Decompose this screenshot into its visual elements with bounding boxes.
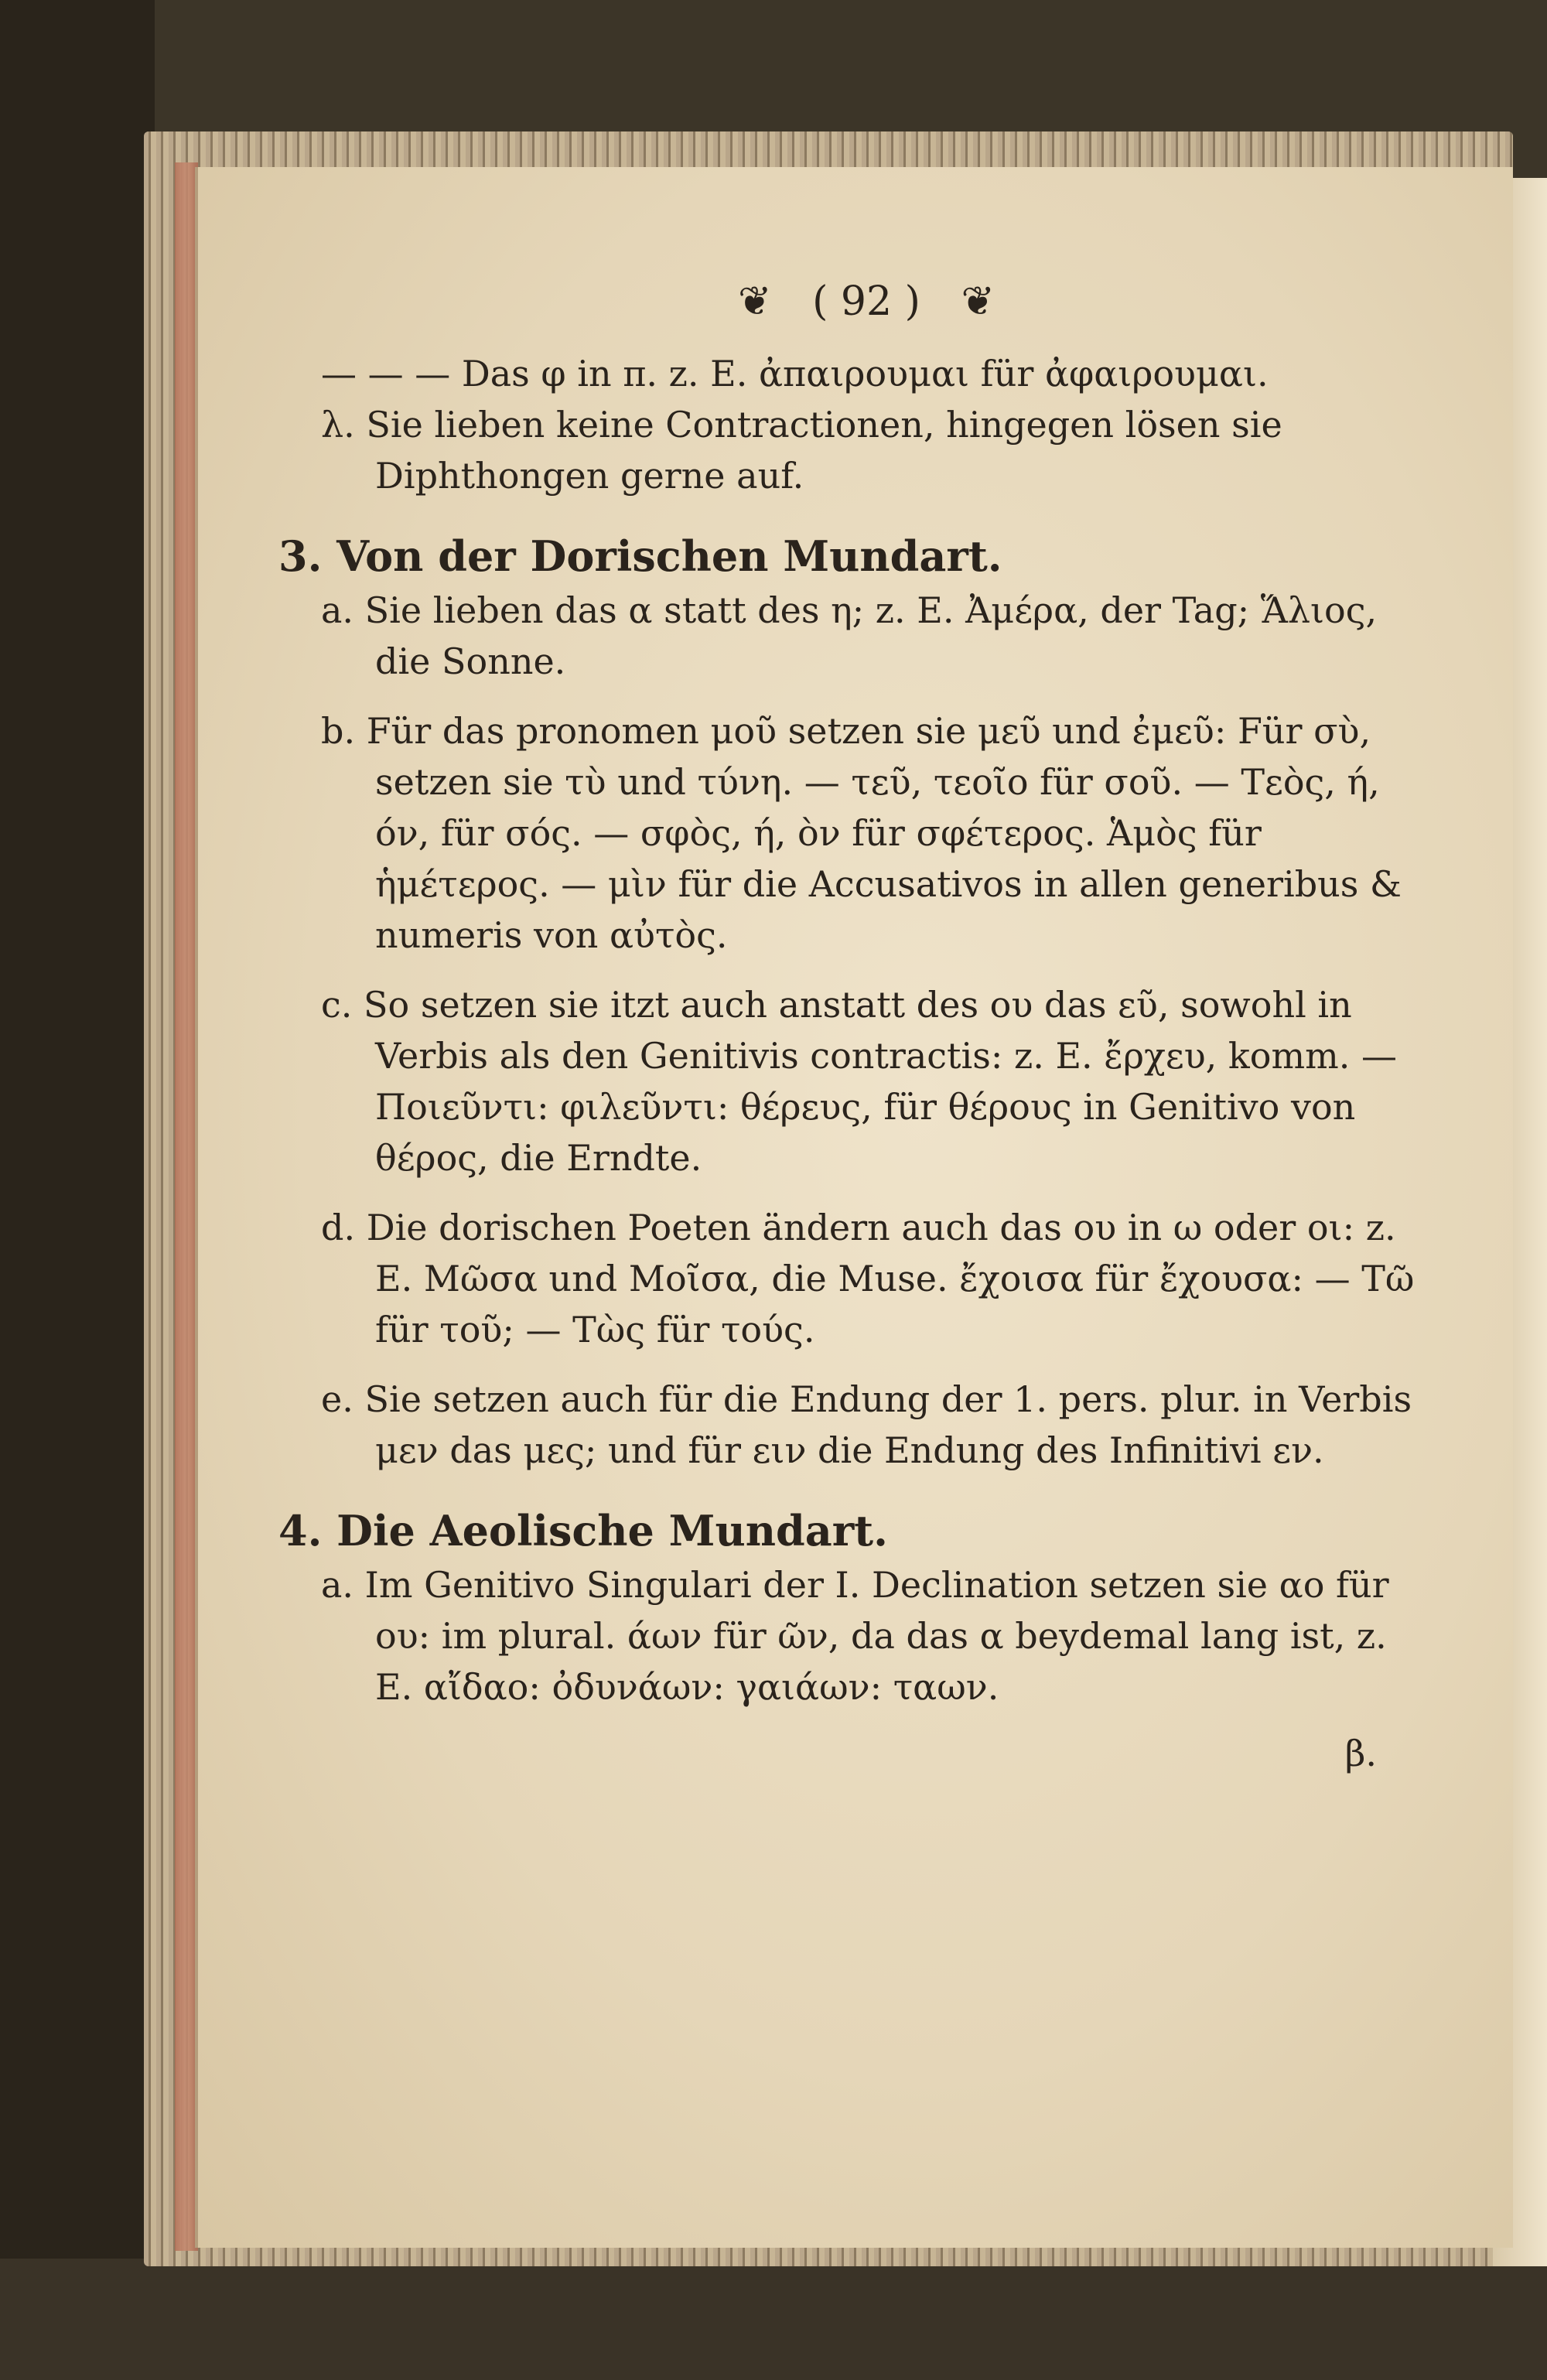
heading-dorische-mundart: 3. Von der Dorischen Mundart. bbox=[278, 531, 1002, 581]
line-dorisch-pi: — — — Das φ in π. z. E. ἀπαιρουμαι für ἀφαιρουμαι. bbox=[321, 353, 1269, 394]
item-a: a. Sie lieben das α statt des η; z. E. Ἀμέρα, der Tag; Ἅλιος, die Sonne. bbox=[321, 589, 1378, 682]
item-aeol-a: a. Im Genitivo Singulari der I. Declination setzen sie αο für ου: im plural. άων für ῶν, da das α beydemal lang ist, z. E. αἴδαο: ὀδυνάων: γαιάων: ταων. bbox=[321, 1564, 1389, 1708]
heading-aeolische-mundart: 4. Die Aeolische Mundart. bbox=[278, 1506, 888, 1555]
page-header bbox=[309, 278, 1423, 325]
page-number: ( 92 ) bbox=[812, 278, 920, 325]
dark-background-bottom bbox=[0, 2259, 1547, 2380]
catchword: β. bbox=[1344, 1733, 1377, 1774]
item-d: d. Die dorischen Poeten ändern auch das ου in ω oder οι: z. E. Μῶσα und Μοῖσα, die Muse. ἔχοισα für ἔχουσα: — Τῶ für τοῦ; — Τὼς für τούς. bbox=[321, 1207, 1415, 1350]
page-text bbox=[278, 278, 1423, 1779]
header-ornament-left-icon: ❦ bbox=[737, 278, 772, 325]
header-ornament-right-icon: ❦ bbox=[961, 278, 995, 325]
dark-background bbox=[0, 0, 155, 2380]
item-lambda: λ. Sie lieben keine Contractionen, hingegen lösen sie Diphthongen gerne auf. bbox=[321, 404, 1282, 497]
item-b: b. Für das pronomen μοῦ setzen sie μεῦ und ἐμεῦ: Für σὺ, setzen sie τὺ und τύνη. — τεῦ, τεοῖο für σοῦ. — Τεὸς, ή, όν, für σός. — σφὸς, ή, ὸν für σφέτερος. Ἁμὸς für ἡμέτερος. — μὶν für die Accusativos in allen generibus & numeris von αὐτὸς. bbox=[321, 710, 1402, 956]
item-c: c. So setzen sie itzt auch anstatt des ου das εῦ, sowohl in Verbis als den Genitivis contractis: z. E. ἔρχευ, komm. — Ποιεῦντι: φιλεῦντι: θέρευς, für θέρους in Genitivo von θέρος, die Erndte. bbox=[321, 984, 1397, 1179]
item-e: e. Sie setzen auch für die Endung der 1. pers. plur. in Verbis μεν das μες; und für ειν die Endung des Infinitivi εν. bbox=[321, 1378, 1412, 1471]
